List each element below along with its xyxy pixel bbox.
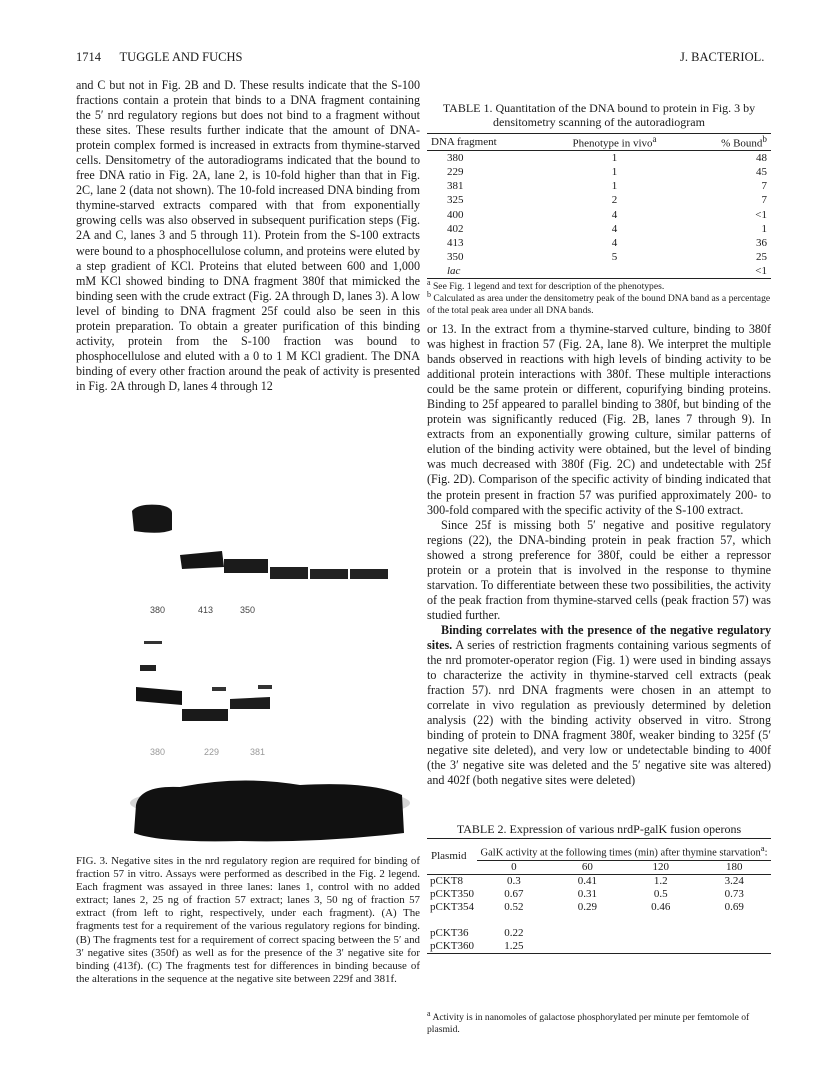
page-number: 1714 — [76, 50, 101, 64]
table1-footnote-b: $^b$ Calculated as area under the densitometry peak of the bound DNA band as a percentage of the total peak area under all DNA bands. — [427, 290, 771, 317]
table-row: pCKT350 0.67 0.31 0.5 0.73 — [430, 888, 744, 900]
table1-footnote-a: $^a$ See Fig. 1 legend and text for description of the phenotypes. — [427, 278, 665, 293]
left-column-body — [76, 78, 420, 394]
body-paragraph: Binding correlates with the presence of the negative regulatory sites. A series of restriction fragments containing various segments of the nrd promoter-operator region (Fig. 1) were used in binding assays to characterize the activity in thymine-starved cell extracts (peak fraction 57). nrd DNA fragments were chosen in an attempt to correlate in vivo regulation as previously determined by deletion analysis (22) with the binding activity observed in vitro. Strong binding of protein to DNA fragment 380f, weaker binding to 325f (5′ negative site deleted), and very low or undetectable binding to 400f (the 3′ negative site was deleted and the 5′ negative site was altered) and 402f (both negative sites were deleted) — [427, 622, 771, 788]
table2-title: TABLE 2. Expression of various nrdP-galK fusion operons — [456, 822, 742, 836]
table2-time: 0 — [477, 860, 550, 874]
gel-label: 413 — [198, 605, 214, 615]
table1-header: Phenotype in vivo$^a$ — [572, 134, 657, 150]
body-paragraph: or 13. In the extract from a thymine-starved culture, binding to 380f was highest in fraction 57 (Fig. 2A, lane 8). We interpret the multiple bands observed in reactions with high levels of binding activity to be additional protein interactions with 380f. These multiple interactions could be the same protein or different, copurifying binding proteins. Binding to 25f appeared to parallel binding to 380f, but binding of the protein was significantly reduced (Fig. 2B, lanes 7 through 9). In extracts from an exponentially growing culture, similar patterns of elution of the binding activity were obtained, but the level of binding was much decreased with 380f (Fig. 2C) and undetectable with 25f (Fig. 2D). Comparison of the specific activity of binding indicated that the protein present in fraction 57 was purified approximately 200- to 300-fold compared with the specific activity of the S-100 extract. — [427, 322, 771, 517]
gel-band — [270, 567, 308, 579]
table2-header-group: GalK activity at the following times (min) after thymine starvation$^a$: — [480, 843, 768, 859]
table-row: 400 4 <1 — [447, 208, 767, 221]
gel-band — [350, 569, 388, 579]
table-row: pCKT354 0.52 0.29 0.46 0.69 — [430, 901, 744, 913]
gel-label: 229 — [204, 747, 220, 757]
gel-band — [310, 569, 348, 579]
body-paragraph: and C but not in Fig. 2B and D. These results indicate that the S-100 fractions contain a protein that binds to a DNA fragment containing the 5′ nrd regulatory regions but does not bind to a fragment without these sites. These results further indicate that the amount of DNA-protein complex formed is increased in extracts from thymine-starved cells. Densitometry of the autoradiograms indicated that the bound to free DNA ratio in Fig. 2A, lane 2, is 10-fold higher than that in Fig. 2C, lane 2 (data not shown). The 10-fold increased DNA binding from thymine-starved extracts compared with that from exponentially growing cells was also observed in subsequent purification steps (Fig. 2A and C, lanes 3 and 5 through 11). Protein from the S-100 extracts were bound to a phosphocellulose column, and proteins were eluted by a step gradient of KCl. Proteins that eluted between 600 and 1,000 mM KCl showed binding to DNA fragment 380f that mimicked the binding seen with the crude extract (Fig. 2A through D, lanes 3). A low level of binding to DNA fragment 25f could also be seen in this protein preparation. To obtain a greater purification of this binding activity, protein from the S-100 fraction was bound to phosphocellulose and eluted with a 0 to 1 M KCl gradient. The DNA binding of every other fraction around the peak of activity is presented in Fig. 2A through D, lanes 4 through 12 — [76, 78, 420, 393]
table2-time: 120 — [624, 860, 697, 874]
section-heading: Binding correlates with the presence of the negative regulatory sites. — [427, 622, 771, 652]
table-row: 402 4 1 — [447, 222, 767, 235]
gel-autoradiogram — [120, 455, 420, 845]
gel-band — [132, 505, 172, 533]
gel-band — [258, 685, 272, 689]
table-row: pCKT36 0.22 — [430, 927, 524, 939]
right-column-body — [427, 322, 771, 788]
table-row: 380 1 48 — [447, 151, 767, 164]
gel-band — [144, 641, 162, 644]
table-row: pCKT360 1.25 — [427, 940, 771, 954]
authors: TUGGLE AND FUCHS — [119, 50, 243, 64]
table-row: lac <1 — [427, 264, 771, 279]
table-row: 350 5 25 — [447, 251, 767, 264]
figure-caption: FIG. 3. Negative sites in the nrd regulatory region are required for binding of fraction 57 in vitro. Assays were performed as described in the Fig. 2 legend. Each fragment was assayed in three lanes: lanes 1, control with no added extract; lanes 2, 25 ng of fraction 57 extract; lanes 3, 50 ng of fraction 57 extract (from left to right, respectively, under each fragment). (A) The fragments test for a requirement of the various regulatory regions for binding. (B) The fragments test for a requirement of correct spacing between the 5′ and 3′ negative sites (350f) as well as for the presence of the 3′ negative site for binding (413f). (C) The fragments test for differences in binding because of the alterations in the sequence at the negative site between 229f and 381f. — [76, 855, 420, 985]
table-row — [427, 914, 771, 927]
table1-header: % Bound$^b$ — [721, 134, 767, 150]
table1-title: TABLE 1. Quantitation of the DNA bound to protein in Fig. 3 by densitometry scanning of the autoradiogram — [442, 101, 756, 129]
table1 — [427, 133, 771, 279]
table-row: 413 4 36 — [447, 236, 767, 249]
journal-name: J. BACTERIOL. — [680, 50, 765, 64]
table-row: pCKT8 0.3 0.41 1.2 3.24 — [427, 874, 771, 888]
gel-band — [182, 709, 228, 721]
table-row: 229 1 45 — [447, 165, 767, 178]
table2-footnote-a: $^a$ Activity is in nanomoles of galactose phosphorylated per minute per femtomole of plasmid. — [427, 1009, 750, 1036]
table2-time: 60 — [551, 860, 624, 874]
gel-label: 380 — [150, 605, 166, 615]
gel-band — [230, 697, 270, 709]
gel-label: 380 — [150, 747, 166, 757]
table-row: 325 2 7 — [447, 194, 767, 207]
table1-header: DNA fragment — [431, 135, 497, 148]
table-row: 381 1 7 — [447, 180, 767, 193]
gel-band — [212, 687, 226, 691]
body-paragraph: Since 25f is missing both 5′ negative and positive regulatory regions (22), the DNA-binding protein in peak fraction 57, which showed a strong preference for 380f, could be either a repressor protein or a protein that is involved in the response to thymine starvation. To differentiate between these two possibilities, the activity of the peak fraction from thymine-starved cells (peak fraction 57) was studied further. — [427, 517, 771, 622]
table2-header-plasmid: Plasmid — [431, 850, 467, 863]
table2 — [427, 838, 771, 954]
table2-time: 180 — [698, 860, 772, 874]
gel-label: 381 — [250, 747, 266, 757]
gel-band — [224, 559, 268, 573]
gel-band — [140, 665, 156, 671]
gel-smear — [134, 780, 404, 841]
running-header — [76, 50, 242, 65]
gel-label: 350 — [240, 605, 256, 615]
